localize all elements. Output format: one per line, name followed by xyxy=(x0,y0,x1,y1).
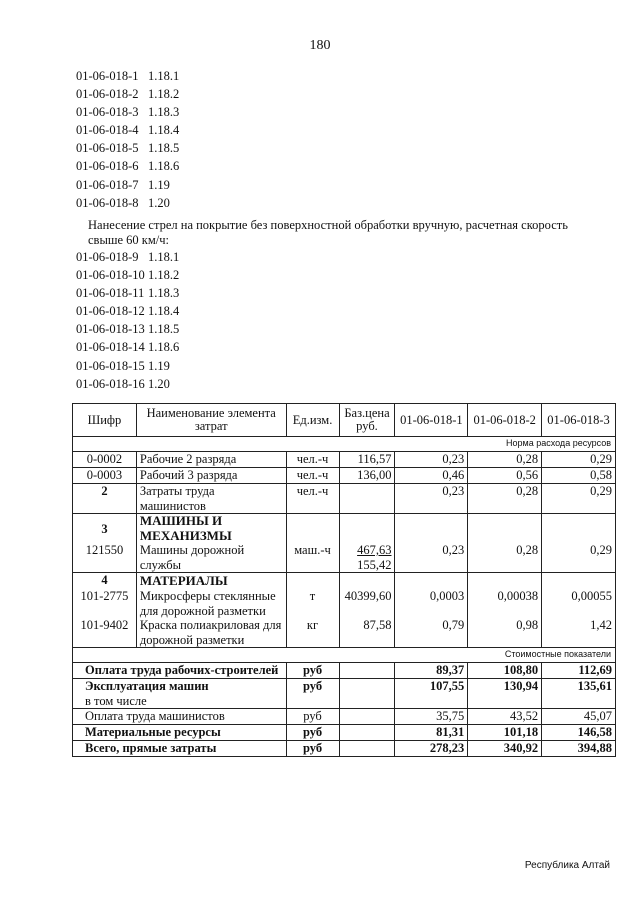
code-row: 01-06-018-14 1.18.6 xyxy=(76,340,180,355)
cost-v2: 340,92 xyxy=(468,741,542,757)
cell-v1: 0,0003 xyxy=(395,589,468,618)
cell-code: 0-0002 xyxy=(73,452,137,468)
cell-v2: 0,56 xyxy=(468,468,542,484)
code-row: 01-06-018-2 1.18.2 xyxy=(76,87,180,102)
code-row: 01-06-018-5 1.18.5 xyxy=(76,141,180,156)
cost-v3: 146,58 xyxy=(542,725,616,741)
cell-unit: чел.-ч xyxy=(286,468,339,484)
cell-v3 xyxy=(542,514,616,544)
code-row: 01-06-018-4 1.18.4 xyxy=(76,123,180,138)
cell-v1: 0,23 xyxy=(395,484,468,514)
header-unit: Ед.изм. xyxy=(286,404,339,437)
cell-price xyxy=(339,573,395,590)
cell-name: Затраты труда машинистов xyxy=(136,484,286,514)
cost-v1: 81,31 xyxy=(395,725,468,741)
cell-v1: 0,46 xyxy=(395,468,468,484)
cell-v3 xyxy=(542,573,616,590)
code-row: 01-06-018-11 1.18.3 xyxy=(76,286,180,301)
resource-table xyxy=(72,403,616,757)
cell-name: Рабочие 2 разряда xyxy=(136,452,286,468)
code-row: 01-06-018-7 1.19 xyxy=(76,177,170,192)
cell-price xyxy=(339,484,395,514)
cell-price: 136,00 xyxy=(339,468,395,484)
cost-price xyxy=(339,725,395,741)
table-row xyxy=(73,452,616,468)
cost-name: Оплата труда рабочих-строителей xyxy=(73,663,287,679)
cost-row xyxy=(73,725,616,741)
cell-price xyxy=(339,514,395,544)
cell-unit: кг xyxy=(286,618,339,648)
cost-v2: 130,94 xyxy=(468,679,542,709)
code-list-1 xyxy=(76,67,179,212)
cell-price: 116,57 xyxy=(339,452,395,468)
cell-price: 87,58 xyxy=(339,618,395,648)
header-code: Шифр xyxy=(73,404,137,437)
header-name: Наименование элемента затрат xyxy=(136,404,286,437)
cost-unit: руб xyxy=(286,679,339,709)
code-row: 01-06-018-6 1.18.6 xyxy=(76,159,180,174)
cell-name: Рабочий 3 разряда xyxy=(136,468,286,484)
section-costs-label: Стоимостные показатели xyxy=(73,648,616,663)
cost-unit: руб xyxy=(286,663,339,679)
price-primary: 467,63 xyxy=(357,543,392,557)
cell-v2 xyxy=(468,573,542,590)
cost-unit: руб xyxy=(286,725,339,741)
cost-row xyxy=(73,679,616,709)
cost-price xyxy=(339,679,395,709)
code-row: 01-06-018-8 1.20 xyxy=(76,195,170,210)
cost-v2: 101,18 xyxy=(468,725,542,741)
code-row: 01-06-018-15 1.19 xyxy=(76,358,170,373)
page-number: 180 xyxy=(309,38,331,53)
cell-unit: маш.-ч xyxy=(286,543,339,573)
header-col3: 01-06-018-3 xyxy=(542,404,616,437)
cell-price xyxy=(339,543,395,573)
code-list-2 xyxy=(76,248,179,393)
code-row: 01-06-018-10 1.18.2 xyxy=(76,268,180,283)
header-price: Баз.цена руб. xyxy=(339,404,395,437)
machines-title: МАШИНЫ И МЕХАНИЗМЫ xyxy=(136,514,286,544)
cost-row xyxy=(73,709,616,725)
cell-code: 4 xyxy=(73,573,137,590)
cost-name: Оплата труда машинистов xyxy=(73,709,287,725)
cell-v1: 0,79 xyxy=(395,618,468,648)
cost-v1: 107,55 xyxy=(395,679,468,709)
table-row xyxy=(73,543,616,573)
cost-v3: 112,69 xyxy=(542,663,616,679)
table-row xyxy=(73,589,616,618)
cost-name: Материальные ресурсы xyxy=(73,725,287,741)
cell-unit: т xyxy=(286,589,339,618)
cost-price xyxy=(339,741,395,757)
cell-v2 xyxy=(468,514,542,544)
cell-v3: 0,29 xyxy=(542,484,616,514)
cell-v3: 0,58 xyxy=(542,468,616,484)
cell-v3: 1,42 xyxy=(542,618,616,648)
table-row xyxy=(73,468,616,484)
section-row xyxy=(73,437,616,452)
cell-v2: 0,28 xyxy=(468,543,542,573)
cell-unit: чел.-ч xyxy=(286,484,339,514)
cell-name: Машины дорожной службы xyxy=(136,543,286,573)
cell-v1: 0,23 xyxy=(395,452,468,468)
section-row xyxy=(73,648,616,663)
cost-v1: 89,37 xyxy=(395,663,468,679)
cell-unit xyxy=(286,514,339,544)
cell-name: Краска полиакриловая для дорожной разметки xyxy=(136,618,286,648)
table-row xyxy=(73,618,616,648)
price-secondary: 155,42 xyxy=(357,557,392,572)
code-row: 01-06-018-12 1.18.4 xyxy=(76,304,180,319)
code-row: 01-06-018-16 1.20 xyxy=(76,376,170,391)
cost-row xyxy=(73,663,616,679)
section-norms-label: Норма расхода ресурсов xyxy=(73,437,616,452)
cost-unit: руб xyxy=(286,709,339,725)
cost-v1: 278,23 xyxy=(395,741,468,757)
header-col2: 01-06-018-2 xyxy=(468,404,542,437)
cell-v1 xyxy=(395,573,468,590)
cell-code: 3 xyxy=(73,514,137,544)
code-row: 01-06-018-13 1.18.5 xyxy=(76,322,180,337)
code-row: 01-06-018-9 1.18.1 xyxy=(76,250,180,264)
cost-v3: 135,61 xyxy=(542,679,616,709)
cell-v1 xyxy=(395,514,468,544)
cost-subtitle: в том числе xyxy=(85,693,147,708)
cost-v2: 108,80 xyxy=(468,663,542,679)
cell-code: 101-9402 xyxy=(73,618,137,648)
cell-code: 101-2775 xyxy=(73,589,137,618)
cell-v3: 0,29 xyxy=(542,452,616,468)
cell-code: 0-0003 xyxy=(73,468,137,484)
cost-v2: 43,52 xyxy=(468,709,542,725)
materials-title: МАТЕРИАЛЫ xyxy=(136,573,286,590)
cell-v2: 0,98 xyxy=(468,618,542,648)
table-row xyxy=(73,484,616,514)
table-row xyxy=(73,573,616,590)
cost-price xyxy=(339,663,395,679)
cost-title: Эксплуатация машин xyxy=(85,679,209,693)
cell-code: 121550 xyxy=(73,543,137,573)
header-col1: 01-06-018-1 xyxy=(395,404,468,437)
code-row: 01-06-018-1 1.18.1 xyxy=(76,69,180,83)
section-note: Нанесение стрел на покрытие без поверхностной обработки вручную, расчетная скорость свыше 60 км/ч: xyxy=(88,218,568,247)
cell-v2: 0,00038 xyxy=(468,589,542,618)
cell-v1: 0,23 xyxy=(395,543,468,573)
cell-unit xyxy=(286,573,339,590)
cost-unit: руб xyxy=(286,741,339,757)
cell-v3: 0,00055 xyxy=(542,589,616,618)
cost-row xyxy=(73,741,616,757)
cost-v3: 45,07 xyxy=(542,709,616,725)
cost-name xyxy=(73,679,287,709)
footer-region: Республика Алтай xyxy=(524,860,610,871)
cell-price: 40399,60 xyxy=(339,589,395,618)
table-header-row xyxy=(73,404,616,437)
cost-v1: 35,75 xyxy=(395,709,468,725)
cell-v2: 0,28 xyxy=(468,484,542,514)
cell-v2: 0,28 xyxy=(468,452,542,468)
cost-price xyxy=(339,709,395,725)
cost-v3: 394,88 xyxy=(542,741,616,757)
cell-unit: чел.-ч xyxy=(286,452,339,468)
cell-code: 2 xyxy=(73,484,137,514)
code-row: 01-06-018-3 1.18.3 xyxy=(76,105,180,120)
table-row xyxy=(73,514,616,544)
cost-name: Всего, прямые затраты xyxy=(73,741,287,757)
cell-name: Микросферы стеклянные для дорожной разметки xyxy=(136,589,286,618)
cell-v3: 0,29 xyxy=(542,543,616,573)
